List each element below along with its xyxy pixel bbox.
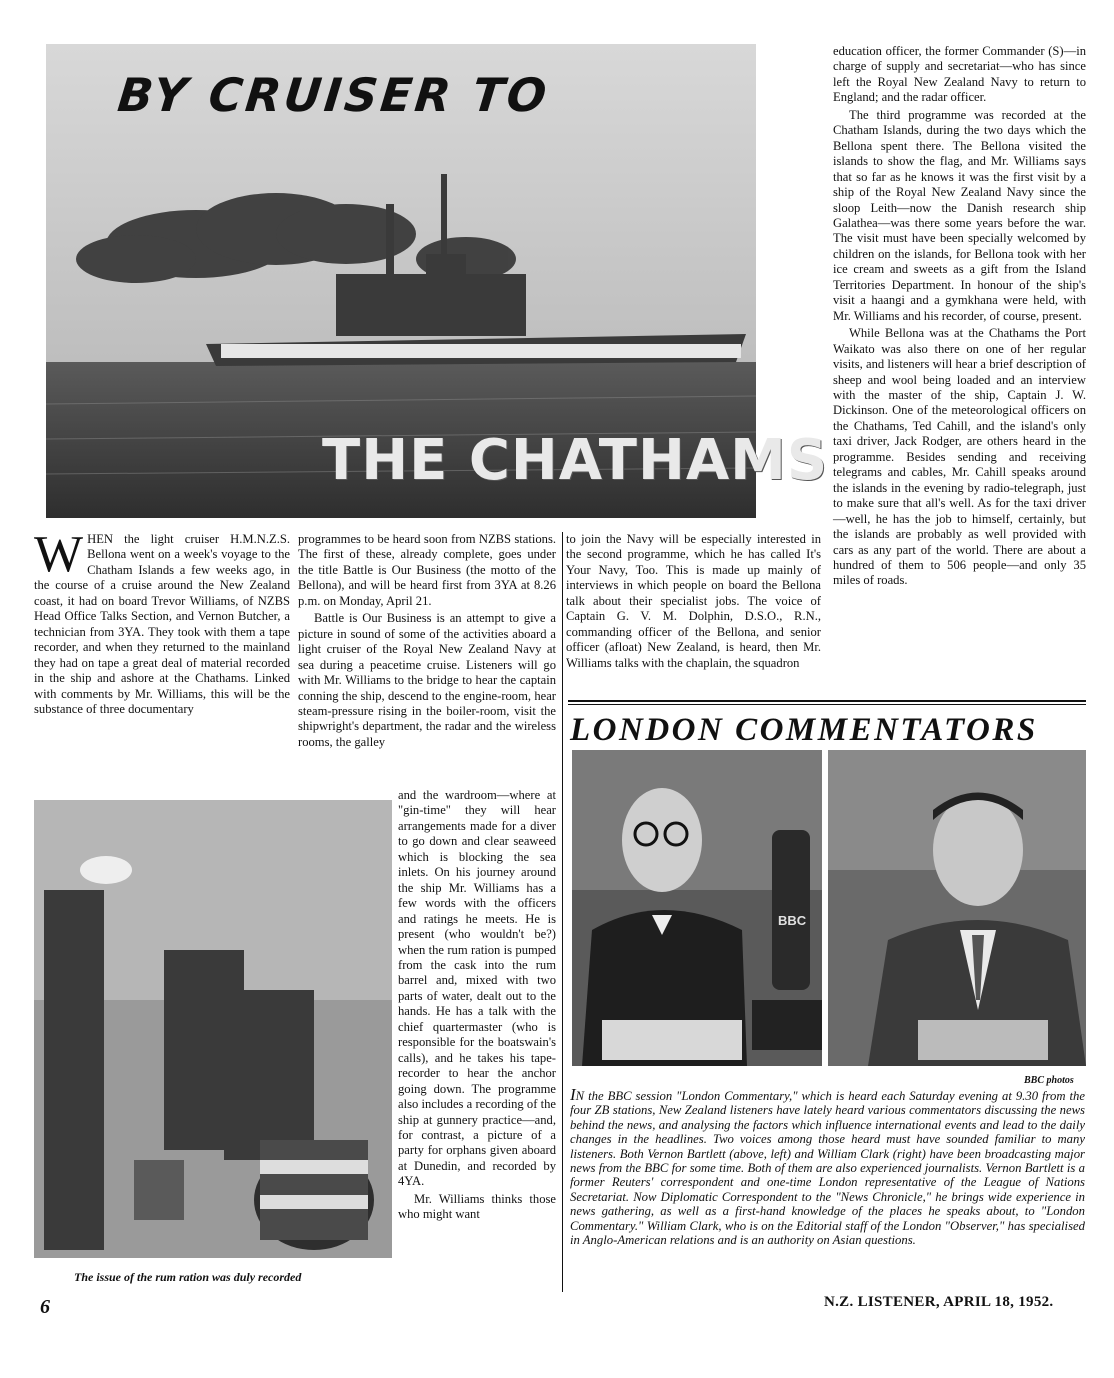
rum-ration-photo (34, 800, 392, 1258)
photo-credit: BBC photos (1024, 1075, 1074, 1086)
page-number: 6 (40, 1296, 50, 1318)
article-title-top: BY CRUISER TO (115, 68, 552, 122)
article-column-2-bottom (398, 788, 556, 1223)
article-column-1 (34, 526, 290, 717)
portrait-william-clark (828, 750, 1086, 1066)
section-title: LONDON COMMENTATORS (570, 712, 1038, 748)
portrait-vernon-bartlett (572, 750, 822, 1066)
section-rule-top (568, 700, 1086, 702)
body-initial: I (570, 1085, 576, 1104)
portrait-right-illustration (828, 750, 1086, 1066)
drop-cap: W (34, 526, 84, 583)
publication-line: N.Z. LISTENER, APRIL 18, 1952. (824, 1294, 1054, 1310)
column-4-paragraph-1: education officer, the former Commander (S)—in charge of supply and secretariat—who has since left the Royal New Zealand Navy to return to England; and the radar officer. (833, 44, 1086, 105)
bbc-mic-label: BBC (778, 913, 807, 928)
article-column-3 (566, 532, 821, 671)
portrait-left-illustration (572, 750, 822, 1066)
column-2-paragraph-3: Mr. Williams thinks those who might want (398, 1191, 556, 1222)
column-2-paragraph-2-top: Battle is Our Business is an attempt to give a picture in sound of some of the activities aboard a light cruiser of the Royal New Zealand Navy at sea during a peacetime cruise. Listeners will go with Mr. Williams to the bridge to hear the captain conning the ship, descend to the engine-room, hear steam-pressure rising in the boiler-room, visit the shipwright's department, the radar and the wireless rooms, the galley (298, 611, 556, 749)
sailors-illustration (34, 800, 392, 1258)
body-text: N the BBC session "London Commentary," which is heard each Saturday evening at 9.30 from the four ZB stations, New Zealand listeners have lately heard various commentators discussing the news behind the news, and analysing the factors which influence international events and lead to the daily changes in the headlines. Two voices among those heard must have sounded familiar to many listeners. Both Vernon Bartlett (above, left) and William Clark (right) have been broadcasting major news from the BBC for some time. Both of them are also experienced journalists. Vernon Bartlett is a former Reuters' correspondent and one-time London representative of the League of Nations Secretariat. Now Diplomatic Correspondent to the "News Chronicle," he brings wide experience in news gathering, as well as a first-hand knowledge of the places he speaks about, to "London Commentary." William Clark, who is on the Editorial staff of the London "Observer," has specialised in Anglo-American relations and is an authority on Asian questions. (570, 1089, 1085, 1248)
article-column-2-top (298, 532, 556, 750)
article-title-bottom: THE CHATHAMS (322, 428, 829, 493)
column-4-paragraph-2: The third programme was recorded at the Chatham Islands, during the two days which the Bellona spent there. The Bellona visited the islands to show the flag, and Mr. Williams says that so far as he knows it was the first visit by a ship of the Royal New Zealand Navy since the sloop Leith—now the Danish research ship Galathea—was there some years before the war. The visit must have been specially welcomed by children on the islands, for Bellona took with her ice cream and sweets as a gift from the Island Territories Department. In honour of the ship's visit a haangi and a gymkhana were held, with Mr. Williams and his recorder, of course, present. (833, 107, 1086, 323)
column-2-paragraph-2-bottom: and the wardroom—where at "gin-time" they will hear arrangements made for a diver to go down and clear seaweed which is blocking the sea inlets. On his journey around the ship Mr. Williams has a few words with the officers and ratings he meets. He is present (who wouldn't be?) when the rum ration is pumped from the cask into the rum barrel and, mixed with two parts of water, dealt out to the hands. He has a talk with the chief quartermaster (who is responsible for the boatswain's calls), and he takes his tape-recorder to hear the anchor going down. The programme also includes a recording of the ship at gunnery practice—and, for contrast, a picture of a party for orphans given aboard at Dunedin, and recorded by 4YA. (398, 788, 556, 1189)
london-commentators-text (570, 1085, 1085, 1248)
article-column-4 (833, 44, 1086, 589)
column-1-text: HEN the light cruiser H.M.N.Z.S. Bellona went on a week's voyage to the Chatham Islands a few weeks ago, in the course of a cruise around the New Zealand coast, it had on board Trevor Williams, of NZBS Head Office Talks Section, and Vernon Butcher, a technician from 3YA. They took with them a tape recorder, and when they returned to the mainland they had on tape a great deal of material recorded in the ship and ashore at the Chathams. Linked with comments by Mr. Williams, this will be the substance of three documentary (34, 532, 290, 716)
rum-photo-caption: The issue of the rum ration was duly recorded (74, 1270, 302, 1284)
column-2-paragraph-1: programmes to be heard soon from NZBS stations. The first of these, already complete, goes under the title Battle is Our Business (the motto of the Bellona), and will be heard first from 3YA at 8.26 p.m. on Monday, April 21. (298, 532, 556, 608)
section-rule-thin (568, 704, 1086, 705)
column-4-paragraph-3: While Bellona was at the Chathams the Port Waikato was also there on one of her regular visits, and listeners will hear a brief description of sheep and wool being loaded and an interview with the master of the ship, Captain J. W. Dickinson. One of the meteorological officers on the Chathams, Ted Cahill, and the island's only taxi driver, Jack Rodger, are others heard in the programme. Besides sending and receiving telegrams and cables, Mr. Cahill speaks around the islands in the evening by radio-telegraph, just to make sure that all's well. As for the taxi driver—well, he has the job to himself, certainly, but the islands are probably as well provided with cars as any part of the world. There are about a hundred of them to 506 people—and only 35 miles of roads. (833, 326, 1086, 588)
column-3-text: to join the Navy will be especially interested in the second programme, which he has called It's Your Navy, Too. This is made up mainly of interviews in which people on board the Bellona talk about their specialist jobs. The voice of Captain G. V. M. Dolphin, D.S.O., R.N., commanding officer of the Bellona, and senior officer (afloat) New Zealand, is heard, then Mr. Williams talks with the chaplain, the squadron (566, 532, 821, 670)
column-divider (562, 532, 563, 1292)
